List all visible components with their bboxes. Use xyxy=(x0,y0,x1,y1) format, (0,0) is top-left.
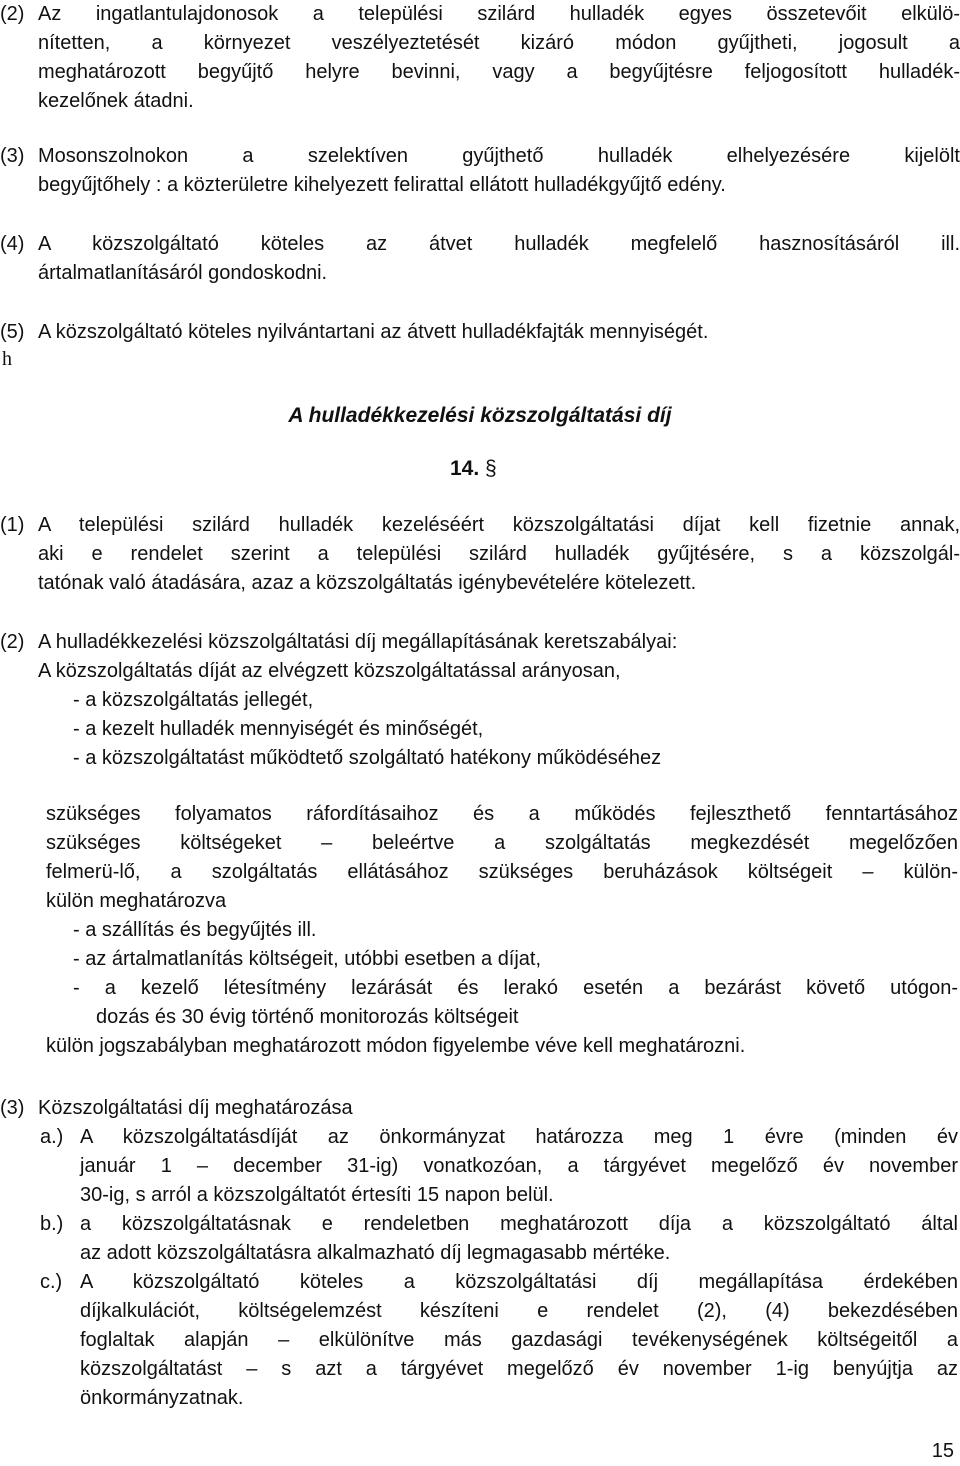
text-line: A közszolgáltató köteles az átvet hulladék megfelelő hasznosításáról ill. xyxy=(38,233,960,255)
text-line: a közszolgáltatásnak e rendeletben meghatározott díja a közszolgáltató által xyxy=(80,1213,958,1235)
text-line: A közszolgáltatásdíját az önkormányzat határozza meg 1 évre (minden év xyxy=(80,1126,958,1148)
page-number: 15 xyxy=(931,1440,954,1462)
text-line: Mosonszolnokon a szelektíven gyűjthető hulladék elhelyezésére kijelölt xyxy=(38,145,960,167)
text-line: A hulladékkezelési közszolgáltatási díj megállapításának keretszabályai: xyxy=(38,631,678,653)
list-item: - az ártalmatlanítás költségeit, utóbbi esetben a díjat, xyxy=(73,948,542,970)
text-line: kezelőnek átadni. xyxy=(38,90,194,112)
paragraph-number: (3) xyxy=(0,1097,25,1119)
text-line: díjkalkulációt, költségelemzést készíteni e rendelet (2), (4) bekezdésében xyxy=(80,1300,958,1322)
text-line: önkormányzatnak. xyxy=(80,1387,244,1409)
text-line: meghatározott begyűjtő helyre bevinni, vagy a begyűjtésre feljogosított hulladék- xyxy=(38,61,960,83)
text-line: begyűjtőhely : a közterületre kihelyezett felirattal ellátott hulladékgyűjtő edény. xyxy=(38,174,726,196)
section-number-text: 14. xyxy=(450,457,480,480)
text-line: az adott közszolgáltatásra alkalmazható díj legmagasabb mértéke. xyxy=(80,1242,671,1264)
paragraph-s3 xyxy=(0,1094,960,1424)
text-line: külön meghatározva xyxy=(46,890,227,912)
section-title: A hulladékkezelési közszolgáltatási díj xyxy=(288,404,672,427)
paragraph-s2 xyxy=(0,628,960,1068)
list-item: - a kezelő létesítmény lezárását és lerakó esetén a bezárást követő utógon- xyxy=(73,977,958,999)
text-line: nítetten, a környezet veszélyeztetését kizáró módon gyűjtheti, jogosult a xyxy=(38,32,960,54)
paragraph-number: (2) xyxy=(0,3,25,25)
text-line: ártalmatlanításáról gondoskodni. xyxy=(38,262,328,284)
text-line: A települési szilárd hulladék kezeléséért közszolgáltatási díjat kell fizetnie annak, xyxy=(38,514,960,536)
list-item: - a kezelt hulladék mennyiségét és minőségét, xyxy=(73,718,484,740)
paragraph-number: (3) xyxy=(0,145,25,167)
text-line: tatónak való átadására, azaz a közszolgáltatás igénybevételére kötelezett. xyxy=(38,572,697,594)
text-line: 30-ig, s arról a közszolgáltatót értesíti 15 napon belül. xyxy=(80,1184,554,1206)
item-label: a.) xyxy=(40,1126,64,1148)
section-heading: Közszolgáltatási díj meghatározása xyxy=(38,1097,353,1119)
paragraph-3 xyxy=(0,142,960,202)
stray-mark: h xyxy=(2,348,12,370)
paragraph-4 xyxy=(0,230,960,290)
text-line: aki e rendelet szerint a települési szilárd hulladék gyűjtésére, s a közszolgál- xyxy=(38,543,960,565)
paragraph-number: (1) xyxy=(0,514,25,536)
text-line: szükséges folyamatos ráfordításaihoz és a működés fejleszthető fenntartásához xyxy=(46,803,958,825)
paragraph-5 xyxy=(0,318,960,348)
text-line: január 1 – december 31-ig) vonatkozóan, a tárgyévet megelőző év november xyxy=(80,1155,958,1177)
text-line: közszolgáltatást – s azt a tárgyévet megelőző év november 1-ig benyújtja az xyxy=(80,1358,958,1380)
text-line: foglaltak alapján – elkülönítve más gazdasági tevékenységének költségeitől a xyxy=(80,1329,958,1351)
text-line: külön jogszabályban meghatározott módon figyelembe véve kell meghatározni. xyxy=(46,1035,746,1057)
text-line: Az ingatlantulajdonosok a települési szilárd hulladék egyes összetevőit elkülö- xyxy=(38,3,960,25)
item-label: c.) xyxy=(40,1271,63,1293)
item-label: b.) xyxy=(40,1213,64,1235)
section-sign: § xyxy=(485,457,497,480)
text-line: A közszolgáltató köteles a közszolgáltatási díj megállapítása érdekében xyxy=(80,1271,958,1293)
paragraph-number: (2) xyxy=(0,631,25,653)
text-line: A közszolgáltatás díját az elvégzett közszolgáltatással arányosan, xyxy=(38,660,621,682)
paragraph-s1 xyxy=(0,511,960,601)
list-item: - a közszolgáltatás jellegét, xyxy=(73,689,314,711)
list-item: - a közszolgáltatást működtető szolgáltató hatékony működéséhez xyxy=(73,747,662,769)
text-line: szükséges költségeket – beleértve a szolgáltatás megkezdését megelőzően xyxy=(46,832,958,854)
paragraph-number: (4) xyxy=(0,233,25,255)
text-line: A közszolgáltató köteles nyilvántartani az átvett hulladékfajták mennyiségét. xyxy=(38,321,709,343)
list-item: - a szállítás és begyűjtés ill. xyxy=(73,919,317,941)
paragraph-number: (5) xyxy=(0,321,25,343)
text-line: dozás és 30 évig történő monitorozás költségeit xyxy=(96,1006,519,1028)
text-line: felmerü-lő, a szolgáltatás ellátásához szükséges beruházások költségeit – külön- xyxy=(46,861,958,883)
section-number xyxy=(450,457,497,481)
paragraph-2 xyxy=(0,0,960,120)
